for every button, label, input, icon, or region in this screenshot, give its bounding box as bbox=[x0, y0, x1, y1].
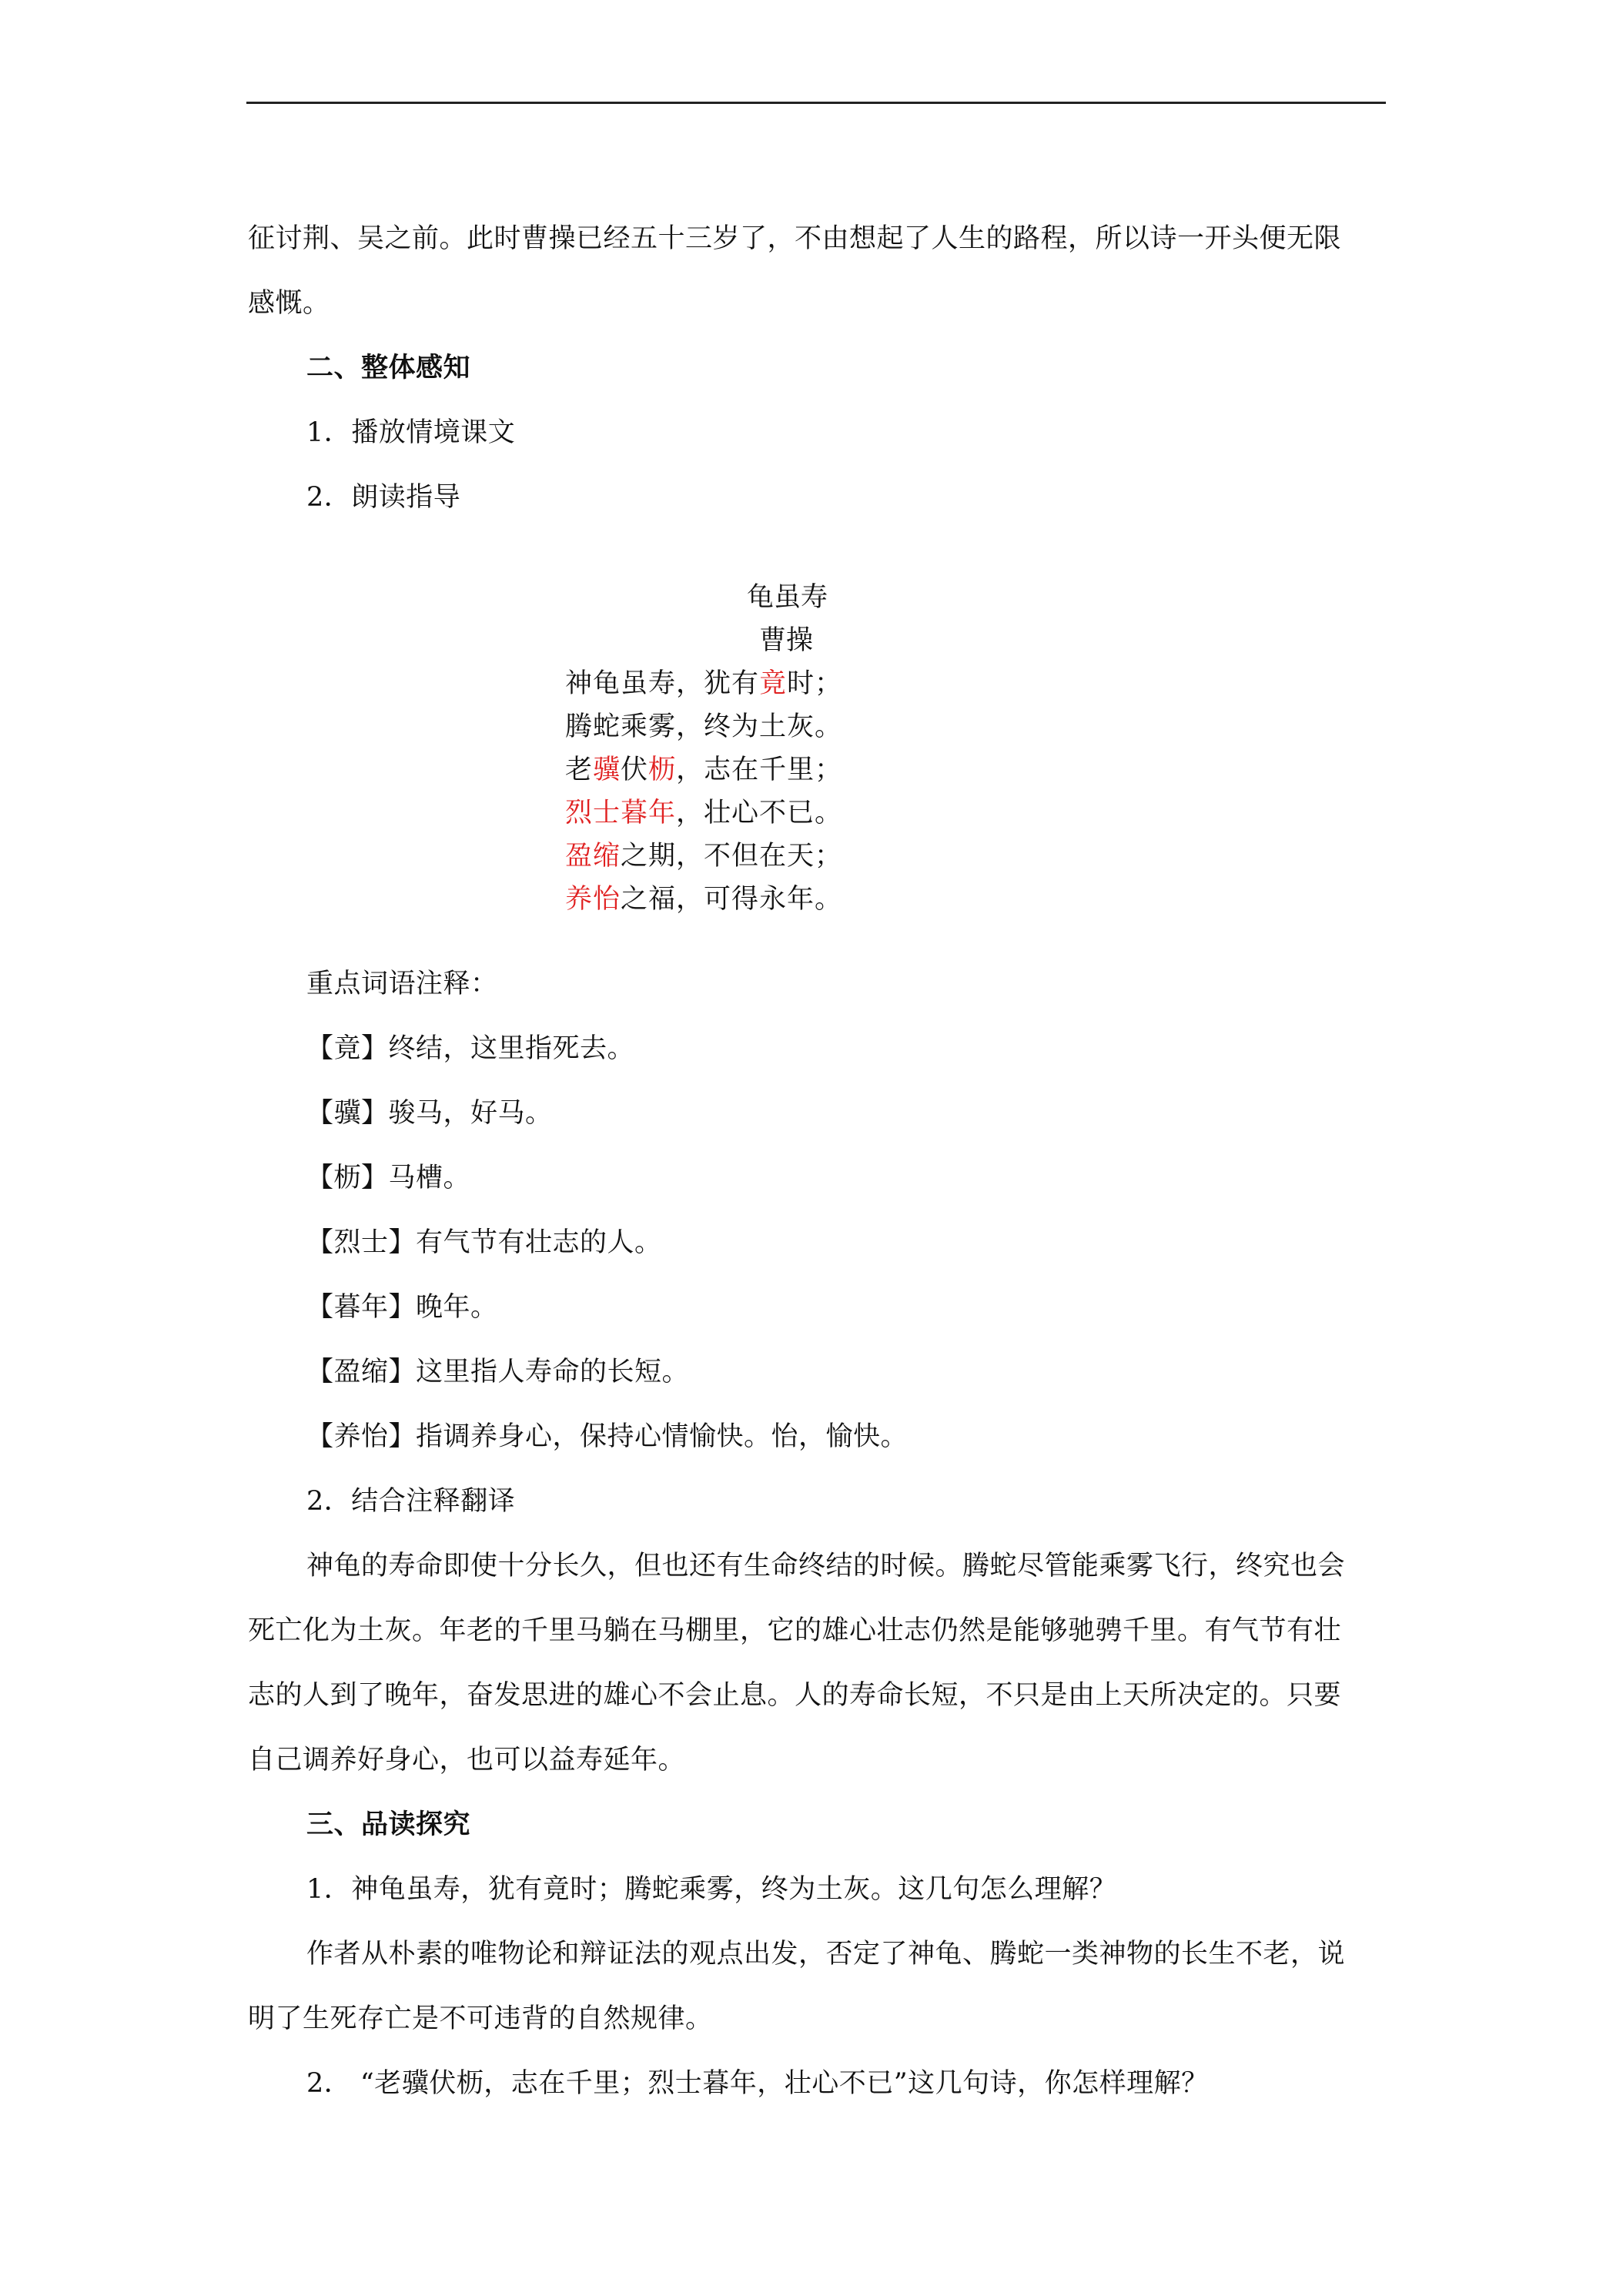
poem-author: 曹操 bbox=[759, 625, 814, 656]
note-item: 【养怡】指调养身心，保持心情愉快。怡，愉快。 bbox=[306, 1421, 909, 1452]
poem-line-1: 神龟虽寿，犹有竟时； bbox=[565, 668, 843, 699]
header-rule bbox=[246, 102, 1386, 104]
list-item-play-text: 1．播放情境课文 bbox=[306, 417, 516, 448]
translation-line-3: 志的人到了晚年，奋发思进的雄心不会止息。人的寿命长短，不只是由上天所决定的。只要 bbox=[248, 1680, 1342, 1711]
poem-line-2: 腾蛇乘雾，终为土灰。 bbox=[565, 711, 843, 742]
answer-1-line-2: 明了生死存亡是不可违背的自然规律。 bbox=[248, 2003, 713, 2034]
translation-line-4: 自己调养好身心，也可以益寿延年。 bbox=[248, 1745, 686, 1776]
notes-heading: 重点词语注释： bbox=[306, 969, 498, 999]
poem-line-3: 老骥伏枥，志在千里； bbox=[565, 755, 843, 785]
answer-1-line-1: 作者从朴素的唯物论和辩证法的观点出发，否定了神龟、腾蛇一类神物的长生不老，说 bbox=[306, 1939, 1346, 1970]
document-body bbox=[248, 206, 1386, 2116]
translation-line-1: 神龟的寿命即使十分长久，但也还有生命终结的时候。腾蛇尽管能乘雾飞行，终究也会 bbox=[306, 1551, 1346, 1581]
section-heading-explore: 三、品读探究 bbox=[306, 1809, 471, 1840]
poem-block bbox=[248, 576, 1386, 921]
section-heading-overall: 二、整体感知 bbox=[306, 352, 471, 383]
poem-title: 龟虽寿 bbox=[747, 582, 828, 613]
note-item: 【骥】骏马，好马。 bbox=[306, 1098, 553, 1129]
poem-line-5: 盈缩之期，不但在天； bbox=[565, 841, 843, 872]
translation-line-2: 死亡化为土灰。年老的千里马躺在马棚里，它的雄心壮志仍然是能够驰骋千里。有气节有壮 bbox=[248, 1615, 1342, 1646]
note-item: 【烈士】有气节有壮志的人。 bbox=[306, 1227, 662, 1258]
question-1: 1．神龟虽寿，犹有竟时；腾蛇乘雾，终为土灰。这几句怎么理解？ bbox=[306, 1874, 1117, 1905]
note-item: 【盈缩】这里指人寿命的长短。 bbox=[306, 1357, 690, 1387]
intro-line-2: 感慨。 bbox=[248, 288, 330, 319]
poem-line-6: 养怡之福，可得永年。 bbox=[565, 884, 843, 915]
note-item: 【竟】终结，这里指死去。 bbox=[306, 1033, 635, 1064]
poem-line-4: 烈士暮年，壮心不已。 bbox=[565, 798, 843, 828]
note-item: 【枥】马槽。 bbox=[306, 1163, 471, 1193]
note-item: 【暮年】晚年。 bbox=[306, 1292, 498, 1323]
question-2: 2． “老骥伏枥，志在千里；烈士暮年，壮心不已”这几句诗，你怎样理解？ bbox=[306, 2068, 1209, 2099]
list-item-reading-guide: 2．朗读指导 bbox=[306, 482, 461, 513]
intro-line-1: 征讨荆、吴之前。此时曹操已经五十三岁了，不由想起了人生的路程，所以诗一开头便无限 bbox=[248, 223, 1342, 254]
translation-heading: 2．结合注释翻译 bbox=[306, 1486, 516, 1517]
